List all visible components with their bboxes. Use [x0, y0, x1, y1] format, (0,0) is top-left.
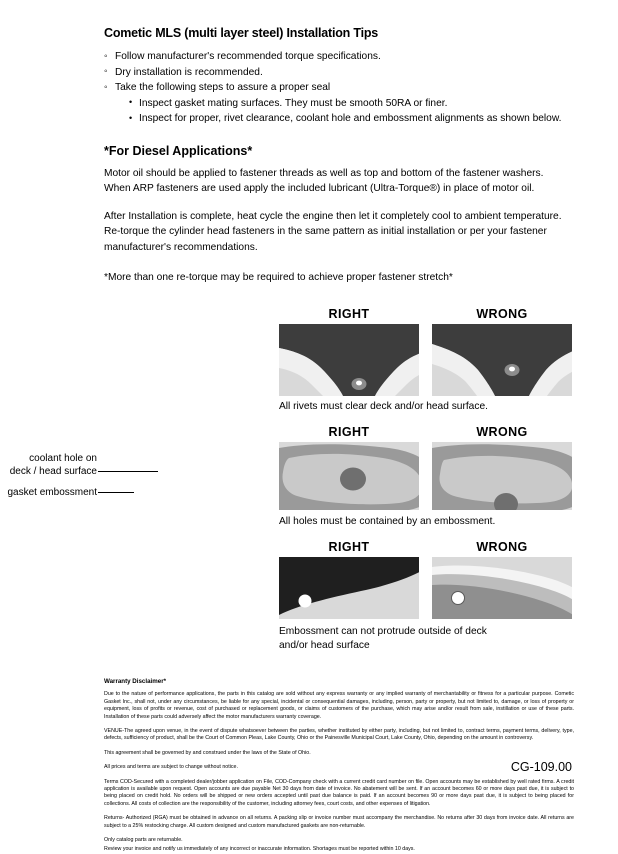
list-item [104, 49, 572, 65]
warranty-paragraph: Only catalog parts are returnable. [104, 836, 183, 843]
figure-3-wrong-panel [432, 557, 572, 619]
figure-1-caption: All rivets must clear deck and/or head surface. [279, 401, 488, 413]
installation-tips-list [104, 49, 572, 127]
diesel-applications-heading: *For Diesel Applications* [104, 143, 253, 158]
warranty-paragraph: Due to the nature of performance applications, the parts in this catalog are sold without any express warranty or any implied warranty of merchantability or fitness for a particular purpose. Cometic Gasket Inc., shall not, under any circumstances, be liable for any special, incidental or consequential damages, including, person, party or property, but not limited to, damage, or loss of property or equipment, loss of profits or revenue, cost of purchased or replacement goods, or claims of customers of the purchase, which may arise and/or result from sale, instillation or use of these parts. Installation of these parts could adversely affect the motor manufacturers warranty coverage. [104, 691, 574, 720]
warranty-paragraph: This agreement shall be governed by and construed under the laws of the State of Ohio. [104, 749, 311, 756]
bullet-text: Take the following steps to assure a proper seal [115, 82, 331, 93]
annotation-coolant-hole [0, 452, 97, 478]
annotation-line-2: deck / head surface [9, 466, 97, 478]
leader-line-embossment [98, 492, 134, 493]
annotation-gasket-embossment [0, 486, 97, 499]
warranty-heading: Warranty Disclaimer* [104, 678, 167, 686]
warranty-paragraph: All prices and terms are subject to change without notice. [104, 764, 238, 771]
warranty-section [104, 678, 574, 854]
figure-2-panels [279, 442, 572, 510]
figure-3-right-label: RIGHT [328, 540, 370, 555]
figure-3-caption-line2: and/or head surface [279, 639, 370, 651]
figure-3-panels [279, 557, 572, 619]
figure-3-wrong-label: WRONG [476, 540, 528, 555]
paragraph-motor-oil: Motor oil should be applied to fastener threads as well as top and bottom of the fastener washers. When ARP fasteners are used apply the included lubricant (Ultra-Torque®) in place of motor oil. [104, 167, 544, 194]
figure-1-wrong-panel [432, 324, 572, 396]
figure-2-caption: All holes must be contained by an embossment. [279, 516, 496, 528]
paragraph-retorque-note: *More than one re-torque may be required to achieve proper fastener stretch* [104, 271, 453, 283]
warranty-paragraph: VENUE-The agreed upon venue, in the event of dispute whatsoever between the parties, whether instituted by either party, including, but not limited to, contract terms, payment terms, delivery, type, defects, sufficiency of product, shall be the Court of Common Pleas, Lake County, Ohio or the Painesville Municipal Court, Lake County, Ohio, depending on the amount in controversy. [104, 727, 574, 742]
figure-1-headings [279, 307, 572, 321]
figure-3-caption-line1: Embossment can not protrude outside of deck [279, 626, 487, 638]
warranty-paragraph: Terms COD-Secured with a completed dealer/jobber application on File, COD-Company check with a current credit card number on file. Open accounts may be established by well rated firms. A credit application is available upon request. Open accounts are due payable Net 30 days from date of invoice. No abatement will be sent. If an account becomes 60 or more days past due, it is subject to being placed on credit hold. No orders will be shipped or new orders accepted until past due balance is paid. If an account becomes 90 or more days past due, it is subject to being placed for collections. All costs of collection are the responsibility of the customer, including attorney fees, court costs, and other expenses of litigation. [104, 778, 574, 807]
document-code: CG-109.00 [510, 760, 572, 774]
sub-bullet-text: Inspect for proper, rivet clearance, coolant hole and embossment alignments as shown below. [139, 113, 562, 124]
figure-3-caption [279, 625, 572, 652]
list-item [129, 111, 572, 127]
sub-bullet-text: Inspect gasket mating surfaces. They must be smooth 50RA or finer. [139, 97, 448, 109]
annotation-line-1: coolant hole on [29, 453, 97, 465]
figure-2-headings [279, 425, 572, 439]
list-item [129, 96, 572, 112]
figures-section [7, 307, 572, 652]
figure-2-wrong-label: WRONG [476, 425, 528, 440]
figure-2-wrong-panel [432, 442, 572, 510]
warranty-paragraph: Returns- Authorized (RGA) must be obtained in advance on all returns. A packing slip or invoice number must accompany the merchandise. No returns after 30 days from invoice date. All returns are subject to a 25% restocking charge. All custom designed and custom manufactured gaskets are non-returnable. [104, 815, 574, 829]
bullet-text: Dry installation is recommended. [115, 66, 263, 78]
warranty-paragraph: Review your invoice and notify us immediately of any incorrect or inaccurate information. Shortages must be reported within 10 days. [104, 846, 415, 853]
figure-1-panels [279, 324, 572, 396]
paragraph-heat-cycle: After Installation is complete, heat cycle the engine then let it completely cool to ambient temperature. Re-torque the cylinder head fasteners in the same pattern as initial installation or per your fastener manufacturer's recommendations. [104, 211, 562, 253]
figure-2-right-label: RIGHT [328, 425, 370, 440]
list-item [104, 80, 572, 127]
page-title: Cometic MLS (multi layer steel) Installation Tips [104, 26, 379, 40]
figure-1-right-panel [279, 324, 419, 396]
figure-3-headings [279, 540, 572, 554]
list-item [104, 65, 572, 81]
figure-3-right-panel [279, 557, 419, 619]
figure-1-right-label: RIGHT [328, 307, 370, 322]
bullet-text: Follow manufacturer's recommended torque specifications. [115, 51, 381, 62]
installation-sub-list [115, 96, 572, 127]
figure-1-wrong-label: WRONG [476, 307, 528, 322]
leader-line-coolant [98, 471, 158, 472]
figure-2-right-panel [279, 442, 419, 510]
annotation-line-3: gasket embossment [7, 487, 97, 499]
